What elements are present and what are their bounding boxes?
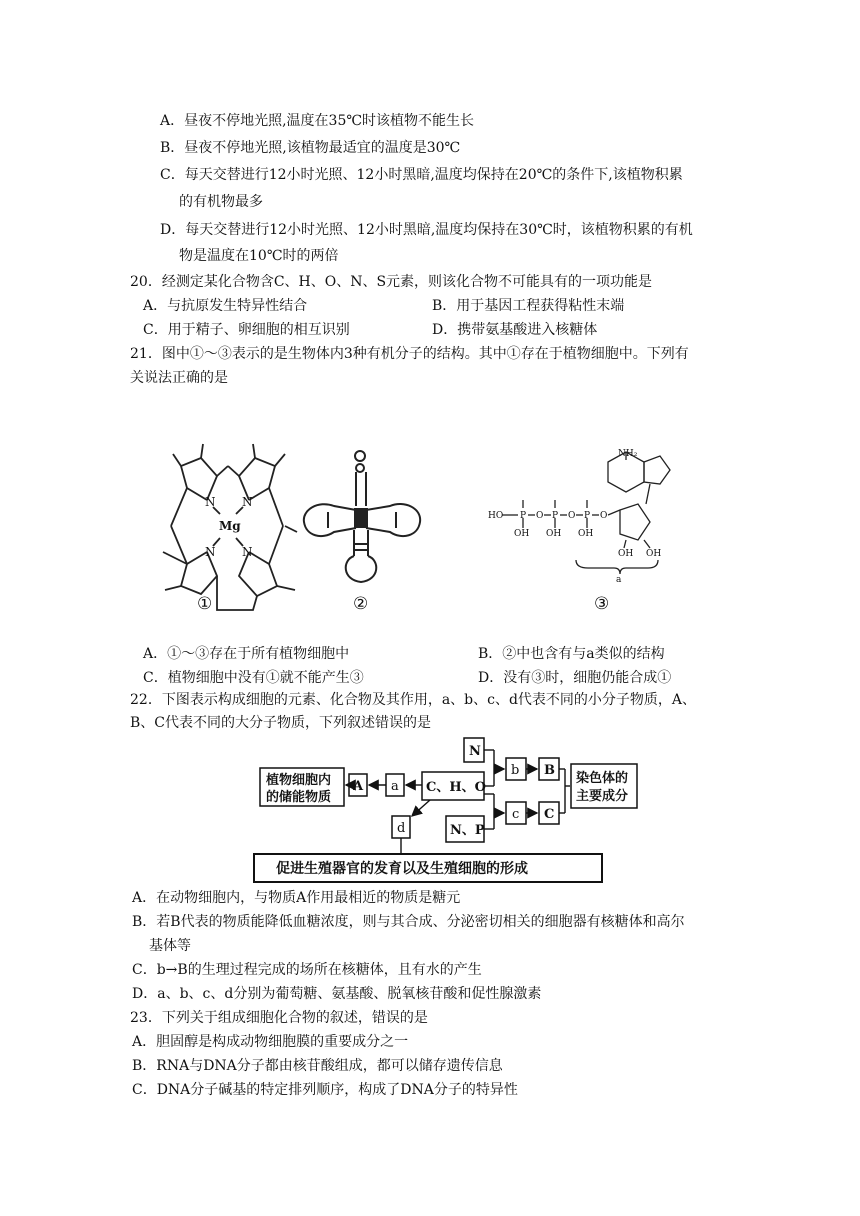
hydroxyl-label: OH (578, 529, 594, 539)
nitrogen-label: N (242, 545, 253, 559)
q21-stem-line2: 关说法正确的是 (130, 370, 228, 386)
bracket-label-a: a (616, 575, 622, 583)
phosphorus-label: P (552, 511, 559, 521)
q22-option-a: A．在动物细胞内，与物质A作用最相近的物质是糖元 (132, 890, 461, 906)
label-A: A (353, 779, 364, 794)
q22-stem-line2: B、C代表不同的大分子物质，下列叙述错误的是 (130, 715, 431, 731)
q19-option-b: B．昼夜不停地光照,该植物最适宜的温度是30℃ (160, 140, 461, 156)
amino-label: NH₂ (618, 449, 638, 459)
nitrogen-label: N (242, 495, 253, 509)
q22-option-b-line2: 基体等 (149, 938, 191, 954)
figure-label-3: ③ (594, 594, 610, 614)
atp-structure-figure (488, 448, 678, 583)
q22-option-d: D．a、b、c、d分别为葡萄糖、氨基酸、脱氧核苷酸和促性腺激素 (132, 986, 542, 1002)
label-B: B (544, 763, 555, 778)
label-b: b (511, 763, 520, 778)
q22-option-c: C．b→B的生理过程完成的场所在核糖体，且有水的产生 (132, 962, 482, 978)
label-N: N (469, 744, 481, 759)
hydroxyl-label: OH (546, 529, 562, 539)
q22-stem-line1: 22．下图表示构成细胞的元素、化合物及其作用，a、b、c、d代表不同的小分子物质，A、 (130, 692, 697, 708)
trna-structure-figure (298, 448, 428, 588)
hydroxyl-label: HO (488, 511, 504, 521)
q21-option-d: D．没有③时，细胞仍能合成① (478, 670, 672, 686)
oxygen-label: O (568, 511, 576, 521)
nitrogen-label: N (205, 495, 216, 509)
q19-option-c-line2: 的有机物最多 (179, 194, 263, 210)
q21-option-b: B．②中也含有与a类似的结构 (478, 646, 665, 662)
chlorophyll-structure-figure (145, 440, 305, 615)
storage-label-line1: 植物细胞内 (266, 773, 332, 788)
q23-option-a: A．胆固醇是构成动物细胞膜的重要成分之一 (132, 1034, 409, 1050)
label-d: d (397, 821, 406, 836)
reproduction-label: 促进生殖器官的发育以及生殖细胞的形成 (276, 861, 528, 877)
q23-stem: 23．下列关于组成细胞化合物的叙述，错误的是 (130, 1010, 428, 1026)
q20-option-b: B．用于基因工程获得粘性末端 (432, 298, 625, 314)
label-cho: C、H、O (426, 780, 486, 795)
label-c: c (512, 807, 520, 822)
magnesium-label: Mg (219, 519, 241, 533)
q23-option-c: C．DNA分子碱基的特定排列顺序，构成了DNA分子的特异性 (132, 1082, 518, 1098)
hydroxyl-label: OH (514, 529, 530, 539)
q20-stem: 20．经测定某化合物含C、H、O、N、S元素，则该化合物不可能具有的一项功能是 (130, 274, 653, 290)
q22-option-b-line1: B．若B代表的物质能降低血糖浓度，则与其合成、分泌密切相关的细胞器有核糖体和高尔 (132, 914, 685, 930)
q19-option-d-line2: 物是温度在10℃时的两倍 (179, 248, 339, 264)
oxygen-label: O (600, 511, 608, 521)
figure-label-2: ② (353, 594, 369, 614)
storage-label-line2: 的储能物质 (266, 790, 332, 805)
label-C: C (544, 807, 555, 822)
chromosome-label-line1: 染色体的 (576, 771, 629, 786)
q20-option-a: A．与抗原发生特异性结合 (143, 298, 308, 314)
label-NP: N、P (450, 823, 485, 838)
q20-option-d: D．携带氨基酸进入核糖体 (432, 322, 598, 338)
q19-option-c-line1: C．每天交替进行12小时光照、12小时黑暗,温度均保持在20℃的条件下,该植物积累 (160, 167, 683, 183)
phosphorus-label: P (584, 511, 591, 521)
q21-stem-line1: 21．图中①～③表示的是生物体内3种有机分子的结构。其中①存在于植物细胞中。下列有 (130, 346, 689, 362)
oxygen-label: O (536, 511, 544, 521)
chromosome-label-line2: 主要成分 (576, 789, 629, 804)
q21-option-c: C．植物细胞中没有①就不能产生③ (143, 670, 364, 686)
compound-flowchart (250, 734, 640, 884)
nitrogen-label: N (205, 545, 216, 559)
phosphorus-label: P (520, 511, 527, 521)
hydroxyl-label: OH (646, 549, 662, 559)
q23-option-b: B．RNA与DNA分子都由核苷酸组成，都可以储存遗传信息 (132, 1058, 503, 1074)
q20-option-c: C．用于精子、卵细胞的相互识别 (143, 322, 350, 338)
q19-option-a: A．昼夜不停地光照,温度在35℃时该植物不能生长 (160, 113, 475, 129)
label-a: a (391, 779, 399, 794)
q21-option-a: A．①～③存在于所有植物细胞中 (143, 646, 350, 662)
q19-option-d-line1: D．每天交替进行12小时光照、12小时黑暗,温度均保持在30℃时，该植物积累的有机 (160, 222, 693, 238)
hydroxyl-label: OH (618, 549, 634, 559)
figure-label-1: ① (197, 594, 213, 614)
